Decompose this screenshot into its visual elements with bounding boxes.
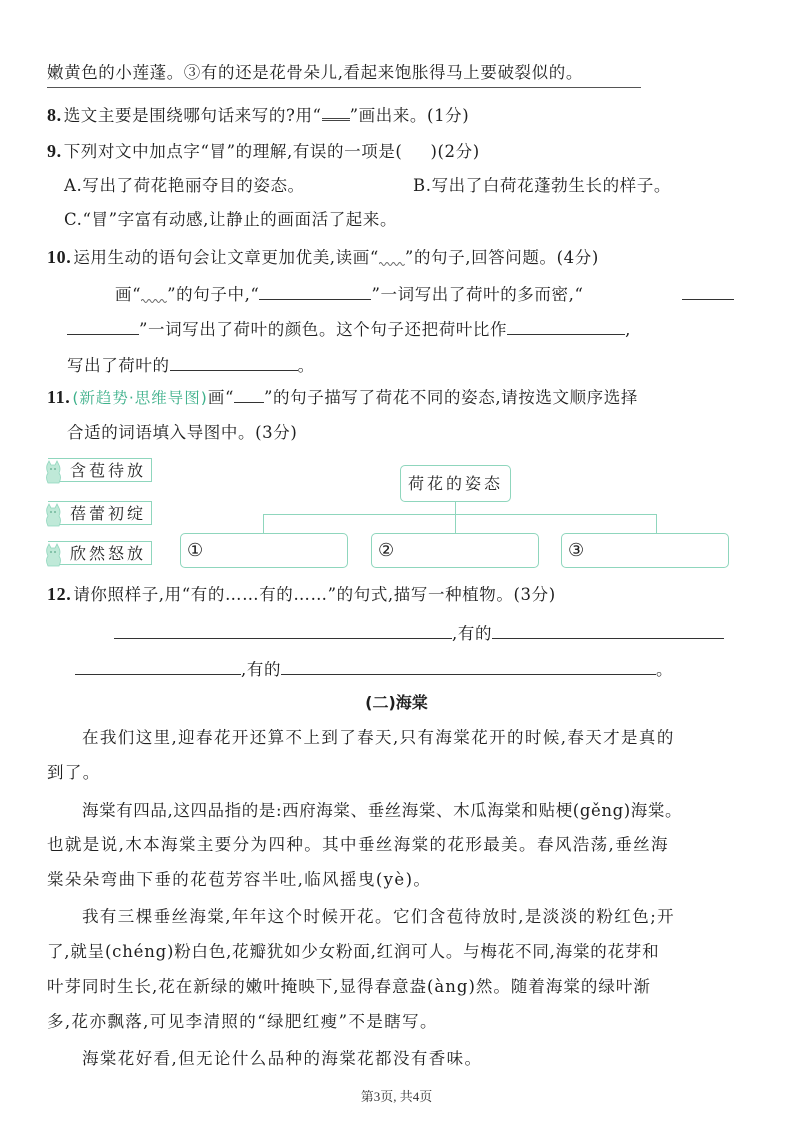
question-text: 下列对文中加点字“冒”的理解,有误的一项是(	[63, 142, 403, 161]
q11-line-2: 合适的词语填入导图中。(3分)	[67, 423, 298, 442]
text: ,	[625, 320, 631, 339]
question-text: 请你照样子,用“有的……有的……”的句式,描写一种植物。(3分)	[73, 585, 556, 604]
option-b: B.写出了白荷花蓬勃生长的样子。	[413, 176, 671, 195]
answer-blank[interactable]	[67, 318, 139, 335]
question-number: 8.	[47, 105, 62, 125]
mindmap-slot-1[interactable]	[180, 533, 348, 568]
paragraph-3-line: 我有三棵垂丝海棠,年年这个时候开花。它们含苞待放时,是淡淡的粉红色;开	[82, 907, 676, 926]
question-number: 12.	[47, 584, 72, 604]
text: 画“	[115, 285, 142, 304]
question-number: 11.	[47, 387, 71, 407]
slot-label: ③	[568, 540, 585, 561]
straight-underline-mark	[234, 386, 264, 403]
question-8	[47, 104, 469, 127]
q10-line-1	[115, 283, 583, 306]
option-a: A.写出了荷花艳丽夺目的姿态。	[64, 176, 305, 195]
question-text: 运用生动的语句会让文章更加优美,读画“	[73, 248, 379, 267]
text: 。	[656, 660, 674, 679]
paragraph-3-line: 叶芽同时生长,花在新绿的嫩叶掩映下,显得春意盎(àng)然。随着海棠的绿叶渐	[47, 977, 651, 996]
question-tag: (新趋势·思维导图)	[72, 389, 208, 407]
text: 画“	[207, 388, 234, 407]
text: ”的句子描写了荷花不同的姿态,请按选文顺序选择	[263, 388, 638, 407]
answer-blank[interactable]	[682, 299, 734, 300]
text: ,有的	[452, 624, 493, 643]
question-10	[47, 246, 599, 269]
double-underline-mark	[322, 104, 350, 121]
question-9	[47, 140, 480, 163]
passage-tail: 嫩黄色的小莲蓬。③有的还是花骨朵儿,看起来饱胀得马上要破裂似的。	[47, 63, 583, 82]
q12-line-2	[75, 658, 673, 681]
paragraph-3-line: 多,花亦飘落,可见李清照的“绿肥红瘦”不是瞎写。	[47, 1012, 438, 1031]
paragraph-2-line: 也就是说,木本海棠主要分为四种。其中垂丝海棠的花形最美。春风浩荡,垂丝海	[47, 835, 669, 854]
text: ,有的	[241, 660, 282, 679]
connector-line	[263, 514, 656, 515]
connector-line	[656, 514, 657, 533]
question-score: )(2分)	[430, 142, 480, 161]
mindmap-root: 荷花的姿态	[400, 465, 511, 502]
answer-blank[interactable]	[492, 622, 724, 639]
question-text-end: ”的句子,回答问题。(4分)	[404, 248, 599, 267]
word-card-label: 蓓蕾初绽	[70, 504, 147, 523]
paragraph-2-line: 海棠有四品,这四品指的是:西府海棠、垂丝海棠、木瓜海棠和贴梗(gěng)海棠。	[82, 801, 683, 820]
text: ”一词写出了荷叶的颜色。这个句子还把荷叶比作	[139, 320, 508, 339]
question-text-end: ”画出来。(1分)	[349, 106, 470, 125]
text: ”一词写出了荷叶的多而密,“	[371, 285, 584, 304]
cat-icon	[44, 502, 64, 528]
wavy-underline-mark	[379, 249, 405, 263]
word-card-label: 欣然怒放	[70, 544, 147, 563]
underline-rule	[47, 87, 641, 88]
q10-line-3	[67, 354, 315, 377]
cat-icon	[44, 459, 64, 485]
question-number: 10.	[47, 247, 72, 267]
option-c: C.“冒”字富有动感,让静止的画面活了起来。	[64, 210, 398, 229]
question-11	[47, 386, 638, 409]
mindmap-slot-2[interactable]	[371, 533, 539, 568]
text: 写出了荷叶的	[67, 356, 170, 375]
answer-blank[interactable]	[259, 283, 371, 300]
wavy-underline-mark	[141, 286, 167, 300]
slot-label: ①	[187, 540, 204, 561]
text: 。	[297, 356, 315, 375]
paragraph-3-line: 了,就呈(chéng)粉白色,花瓣犹如少女粉面,红润可人。与梅花不同,海棠的花芽和	[47, 942, 660, 961]
page-number: 第3页, 共4页	[360, 1089, 433, 1104]
word-card-label: 含苞待放	[70, 461, 147, 480]
answer-blank[interactable]	[281, 658, 656, 675]
question-text: 选文主要是围绕哪句话来写的?用“	[63, 106, 322, 125]
slot-label: ②	[378, 540, 395, 561]
word-card[interactable]	[48, 501, 152, 525]
section-title: (二)海棠	[365, 693, 428, 712]
question-12	[47, 583, 556, 606]
answer-blank[interactable]	[507, 318, 625, 335]
paragraph-1-line: 到了。	[47, 763, 101, 782]
paragraph-2-line: 棠朵朵弯曲下垂的花苞芳容半吐,临风摇曳(yè)。	[47, 870, 432, 889]
answer-blank[interactable]	[170, 354, 298, 371]
question-number: 9.	[47, 141, 62, 161]
q12-line-1	[114, 622, 724, 645]
word-card[interactable]	[48, 458, 152, 482]
mindmap-slot-3[interactable]	[561, 533, 729, 568]
text: ”的句子中,“	[167, 285, 260, 304]
answer-blank[interactable]	[75, 658, 241, 675]
connector-line	[263, 514, 264, 533]
cat-icon	[44, 542, 64, 568]
paragraph-4-line: 海棠花好看,但无论什么品种的海棠花都没有香味。	[82, 1049, 483, 1068]
q10-line-2	[67, 318, 631, 341]
word-card[interactable]	[48, 541, 152, 565]
connector-line	[455, 502, 456, 534]
paragraph-1-line: 在我们这里,迎春花开还算不上到了春天,只有海棠花开的时候,春天才是真的	[82, 728, 675, 747]
answer-blank[interactable]	[114, 622, 452, 639]
